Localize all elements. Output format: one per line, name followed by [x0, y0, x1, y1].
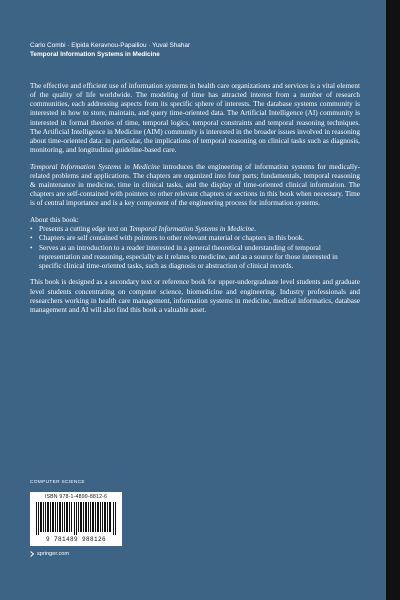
about-heading: About this book: [30, 216, 79, 225]
barcode-bars [36, 502, 116, 535]
publisher-link[interactable] [30, 551, 69, 557]
paragraph-audience: This book is designed as a secondary text or reference book for upper-undergraduate level students and graduate level students concentrating on computer science, biomedicine and engineering. Industry professionals and researchers working in health care management, information systems in medicine, medical informatics, database management and AI will also find this book a valuable asset. [30, 278, 360, 314]
author-list: Carlo Combi · Elpida Keravnou-Papailiou · Yuval Shahar [30, 42, 191, 49]
cover-header [30, 41, 350, 59]
spine-strip [386, 0, 400, 600]
book-title: Temporal Information Systems in Medicine [30, 51, 160, 58]
paragraph-overview-text: introduces the engineering of information systems for medically-related problems and applications. The chapters are organized into four parts; fundamentals, temporal reasoning & maintenance in medicine, time in clinical tasks, and the display of time-oriented clinical information. The chapters are self-contained with pointers to other relevant chapters or sections in this book when necessary. Time is of central importance and is a key component of the engineering process for information systems. [30, 162, 360, 208]
publisher-website[interactable]: springer.com [37, 551, 70, 557]
paragraph-overview [30, 163, 360, 209]
feature-list [30, 225, 360, 271]
bullet-italic-title: Temporal Information Systems in Medicine [129, 225, 255, 234]
bullet-text: Presents a cutting edge text on [39, 225, 130, 234]
italic-book-title: Temporal Information Systems in Medicine [30, 162, 160, 171]
list-item [30, 225, 360, 234]
isbn-label: ISBN 978-1-4899-8812-6 [44, 494, 108, 500]
category-footer [30, 479, 350, 486]
bullet-glyph: • [30, 243, 33, 252]
isbn-barcode [30, 492, 122, 546]
subject-category: COMPUTER SCIENCE [30, 480, 85, 485]
list-item [30, 234, 360, 243]
bullet-text: Chapters are self contained with pointers to other relevant material or chapters in this book. [39, 234, 305, 243]
bullet-text: Serves as an introduction to a reader interested in a general theoretical understanding of temporal representation and reasoning, especially as it relates to medicine, and as a source for those interested in specific clinical time-oriented tasks, such as diagnosis or abstraction of clinical records. [39, 243, 338, 270]
blurb-text [30, 82, 360, 323]
paragraph-intro: The effective and efficient use of information systems in health care organizations and services is a vital element of the quality of life worldwide. The modeling of time has attracted interest from a number of research communities, each addressing aspects from its specific sphere of interests. The database systems community is interested in how to store, maintain, and query time-oriented data. The Artificial Intelligence (AI) community is interested in formal theories of time, temporal logics, temporal constraints and temporal reasoning techniques. The Artificial Intelligence in Medicine (AIM) community is interested in the broader issues involved in reasoning about time-oriented data: in particular, the implications of temporal reasoning on clinical tasks such as diagnosis, monitoring, and longitudinal guideline-based care. [30, 82, 360, 155]
barcode-digits: 9 781489 988126 [45, 536, 106, 543]
bullet-text-end: . [254, 225, 257, 234]
bullet-glyph: • [30, 234, 33, 243]
bullet-glyph: • [30, 225, 33, 234]
chevron-right-icon [30, 551, 34, 557]
list-item [30, 244, 360, 271]
